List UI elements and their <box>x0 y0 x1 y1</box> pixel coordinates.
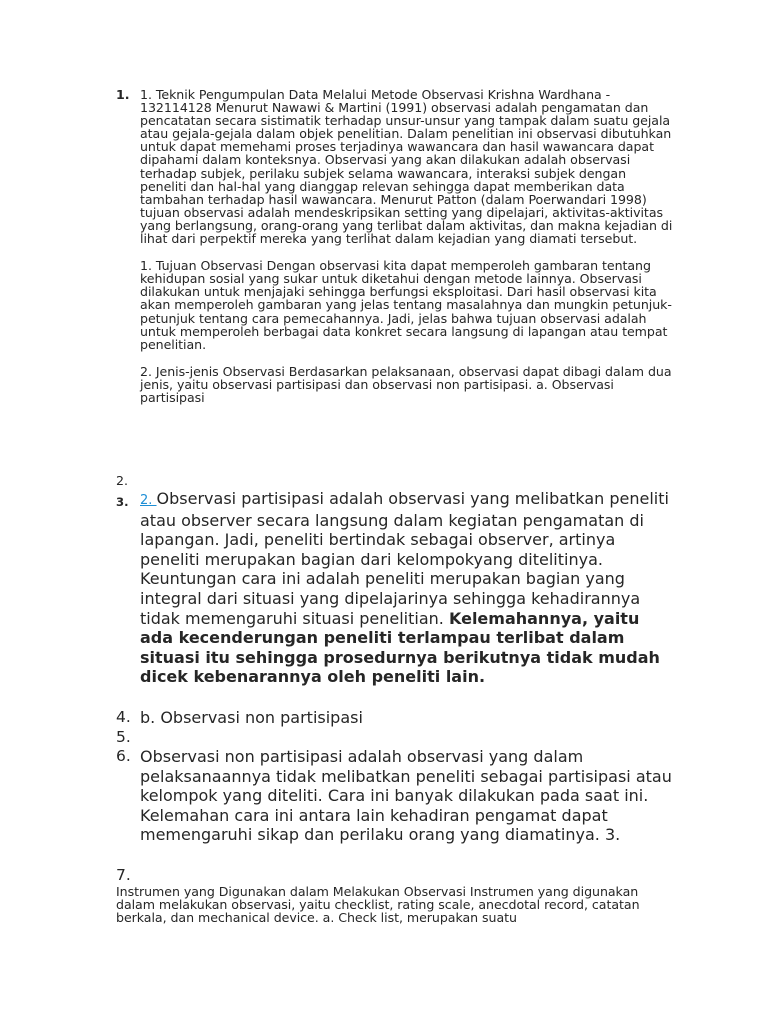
paragraph-definition: 1. Teknik Pengumpulan Data Melalui Metode Observasi Krishna Wardhana - 132114128 Menurut Nawawi & Martini (1991) observasi adalah pengamatan dan pencatatan secara sistimatik terhadap unsur-unsur yang tampak dalam suatu gejala atau gejala-gejala dalam objek penelitian. Dalam penelitian ini observasi dibutuhkan untuk dapat memehami proses terjadinya wawancara dan hasil wawancara dapat dipahami dalam konteksnya. Observasi yang akan dilakukan adalah observasi terhadap subjek, perilaku subjek selama wawancara, interaksi subjek dengan peneliti dan hal-hal yang dianggap relevan sehingga dapat memberikan data tambahan terhadap hasil wawancara. Menurut Patton (dalam Poerwandari 1998) tujuan observasi adalah mendeskripsikan setting yang dipelajari, aktivitas-aktivitas yang berlangsung, orang-orang yang terlibat dalam aktivitas, dan makna kejadian di lihat dari perpektif mereka yang terlihat dalam kejadian yang diamati tersebut. <box>140 87 673 247</box>
list-marker: 2. <box>116 473 128 488</box>
list-marker: 4. <box>116 708 131 726</box>
paragraph-non-participation: Observasi non partisipasi adalah observasi yang dalam pelaksanaannya tidak melibatkan peneliti sebagai partisipasi atau kelompok yang diteliti. Cara ini banyak dilakukan pada saat ini. Kelemahan cara ini antara lain kehadiran pengamat dapat memengaruhi sikap dan perilaku orang yang diamatinya. 3. <box>140 747 672 845</box>
paragraph-types: 2. Jenis-jenis Observasi Berdasarkan pelaksanaan, observasi dapat dibagi dalam dua jenis, yaitu observasi partisipasi dan observasi non partisipasi. a. Observasi partisipasi <box>140 363 672 405</box>
list-marker: 1. <box>116 87 130 102</box>
list-marker: 3. <box>116 495 129 509</box>
participation-weakness: Kelemahannya, yaitu ada kecenderungan peneliti terlampau terlibat dalam situasi itu sehingga prosedurnya berikutnya tidak mudah dicek kebenarannya oleh peneliti lain. <box>140 608 660 687</box>
participation-text: Observasi partisipasi adalah observasi yang melibatkan peneliti atau observer secara langsung dalam kegiatan pengamatan di lapangan. Jadi, peneliti bertindak sebagai observer, artinya peneliti merupakan bagian dari kelompokyang ditelitinya. Keuntungan cara ini adalah peneliti merupakan bagian yang integral dari situasi yang dipelajarinya sehingga kehadirannya tidak memengaruhi situasi penelitian. <box>140 489 669 628</box>
list-marker: 5. <box>116 728 131 746</box>
list-item-body <box>140 489 676 687</box>
list-marker: 6. <box>116 747 131 765</box>
list-item-body <box>140 708 676 728</box>
paragraph-participation <box>140 489 676 687</box>
paragraph-purpose: 1. Tujuan Observasi Dengan observasi kita dapat memperoleh gambaran tentang kehidupan sosial yang sukar untuk diketahui dengan metode lainnya. Observasi dilakukan untuk menjajaki sehingga berfungsi eksploitasi. Dari hasil observasi kita akan memperoleh gambaran yang jelas tentang masalahnya dan mungkin petunjuk-petunjuk tentang cara pemecahannya. Jadi, jelas bahwa tujuan observasi adalah untuk memperoleh berbagai data konkret secara langsung di lapangan atau tempat penelitian. <box>140 258 672 352</box>
paragraph-instruments: Instrumen yang Digunakan dalam Melakukan Observasi Instrumen yang digunakan dalam melakukan observasi, yaitu checklist, rating scale, anecdotal record, catatan berkala, dan mechanical device. a. Check list, merupakan suatu <box>116 884 640 926</box>
subheading-non-participation: b. Observasi non partisipasi <box>140 708 363 727</box>
list-marker: 7. <box>116 866 131 884</box>
list-item-body <box>140 747 676 845</box>
list-item-body <box>140 88 676 404</box>
inline-link[interactable]: 2. <box>140 493 157 508</box>
